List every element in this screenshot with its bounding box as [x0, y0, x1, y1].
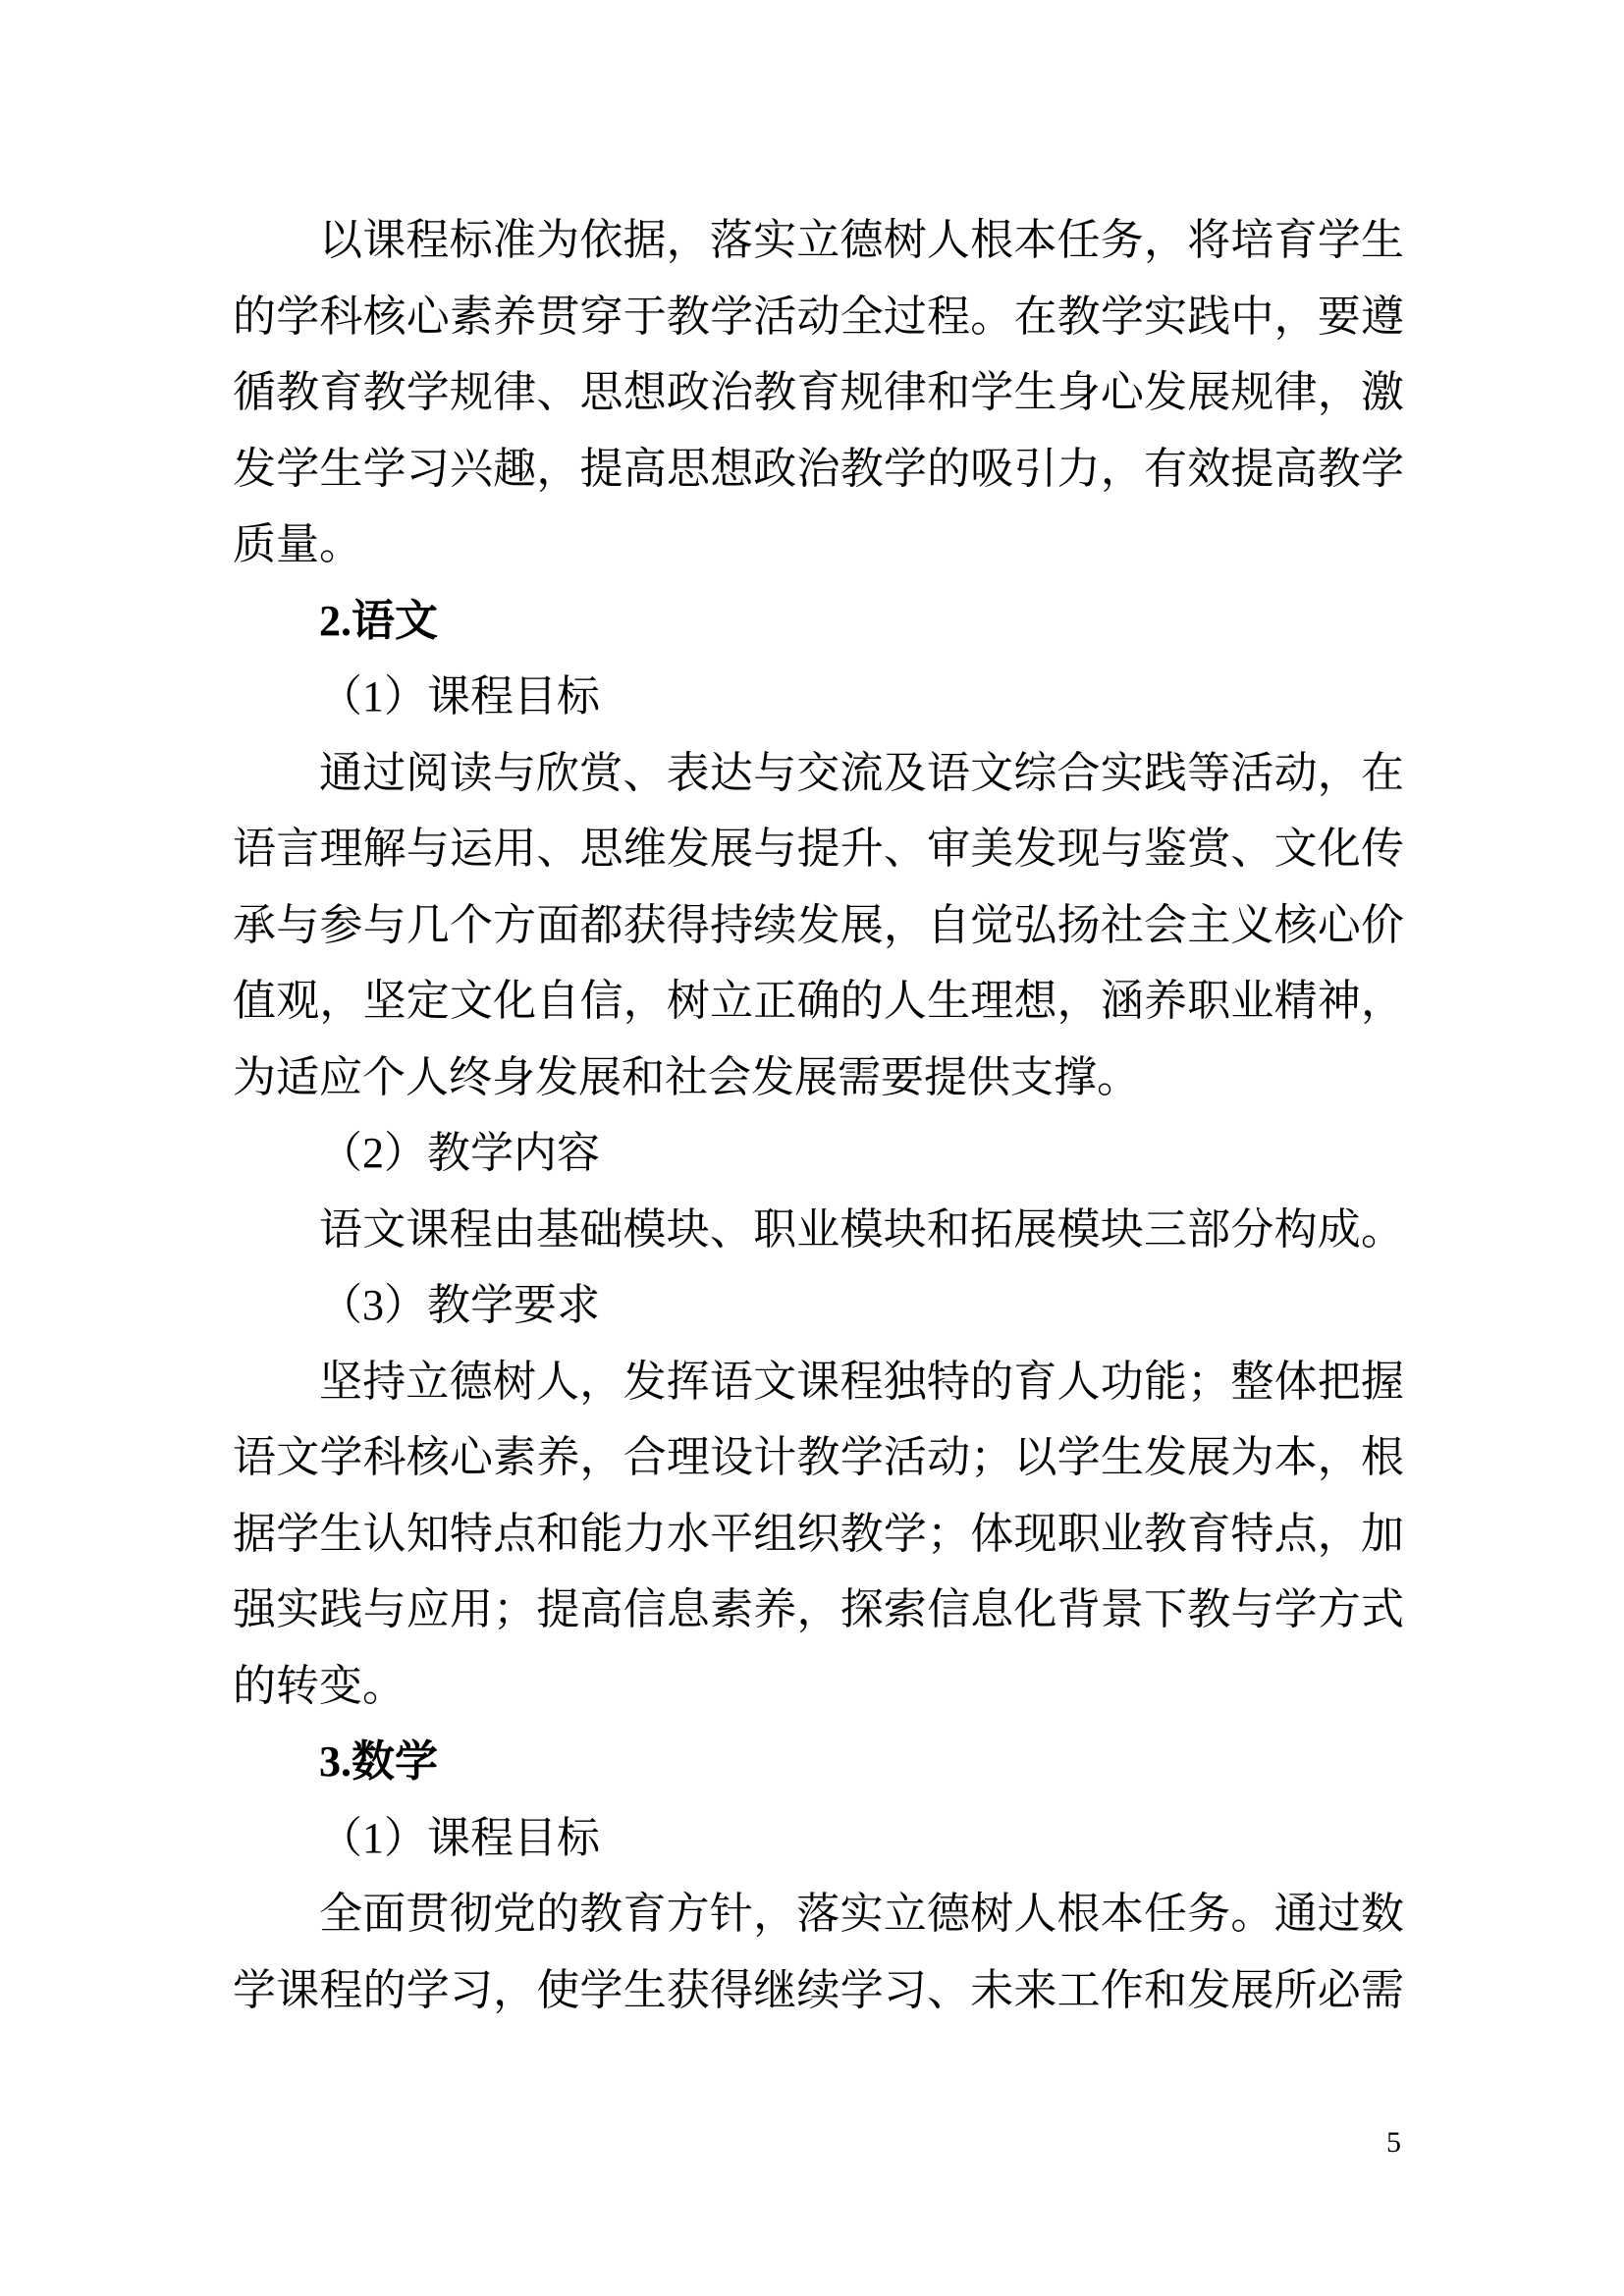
- page-number: 5: [1386, 2126, 1401, 2159]
- paragraph-line: 的转变。: [233, 1661, 406, 1710]
- paragraph-line: 全面贯彻党的教育方针，落实立德树人根本任务。通过数: [319, 1890, 1404, 1938]
- paragraph-line: 值观，坚定文化自信，树立正确的人生理想，涵养职业精神，: [233, 977, 1404, 1025]
- paragraph-line: 语言理解与运用、思维发展与提升、审美发现与鉴赏、文化传: [233, 825, 1404, 873]
- subheading-teaching-content: （2）教学内容: [319, 1129, 600, 1177]
- paragraph-line: 通过阅读与欣赏、表达与交流及语文综合实践等活动，在: [319, 748, 1404, 797]
- paragraph-line: 强实践与应用；提高信息素养，探索信息化背景下教与学方式: [233, 1585, 1404, 1633]
- paragraph-line: 发学生学习兴趣，提高思想政治教学的吸引力，有效提高教学: [233, 444, 1404, 493]
- paragraph-line: 为适应个人终身发展和社会发展需要提供支撑。: [233, 1052, 1140, 1101]
- paragraph-line: 的学科核心素养贯穿于教学活动全过程。在教学实践中，要遵: [233, 292, 1404, 341]
- paragraph-line: 坚持立德树人，发挥语文课程独特的育人功能；整体把握: [319, 1357, 1404, 1406]
- paragraph-line: 据学生认知特点和能力水平组织教学；体现职业教育特点，加: [233, 1509, 1404, 1558]
- paragraph-line: 语文课程由基础模块、职业模块和拓展模块三部分构成。: [319, 1204, 1404, 1254]
- subheading-teaching-requirements: （3）教学要求: [319, 1281, 600, 1329]
- heading-3-shuxue: 3.数学: [319, 1737, 438, 1786]
- heading-2-yuwen: 2.语文: [319, 596, 438, 645]
- paragraph-line: 质量。: [233, 520, 362, 568]
- paragraph-line: 以课程标准为依据，落实立德树人根本任务，将培育学生: [319, 216, 1404, 264]
- subheading-course-objectives-math: （1）课程目标: [319, 1813, 600, 1862]
- paragraph-line: 学课程的学习，使学生获得继续学习、未来工作和发展所必需: [233, 1965, 1404, 2014]
- text-block: [233, 202, 1404, 2028]
- subheading-course-objectives: （1）课程目标: [319, 672, 600, 721]
- paragraph-line: 承与参与几个方面都获得持续发展，自觉弘扬社会主义核心价: [233, 900, 1404, 949]
- paragraph-line: 语文学科核心素养，合理设计教学活动；以学生发展为本，根: [233, 1433, 1404, 1481]
- paragraph-line: 循教育教学规律、思想政治教育规律和学生身心发展规律，激: [233, 368, 1404, 416]
